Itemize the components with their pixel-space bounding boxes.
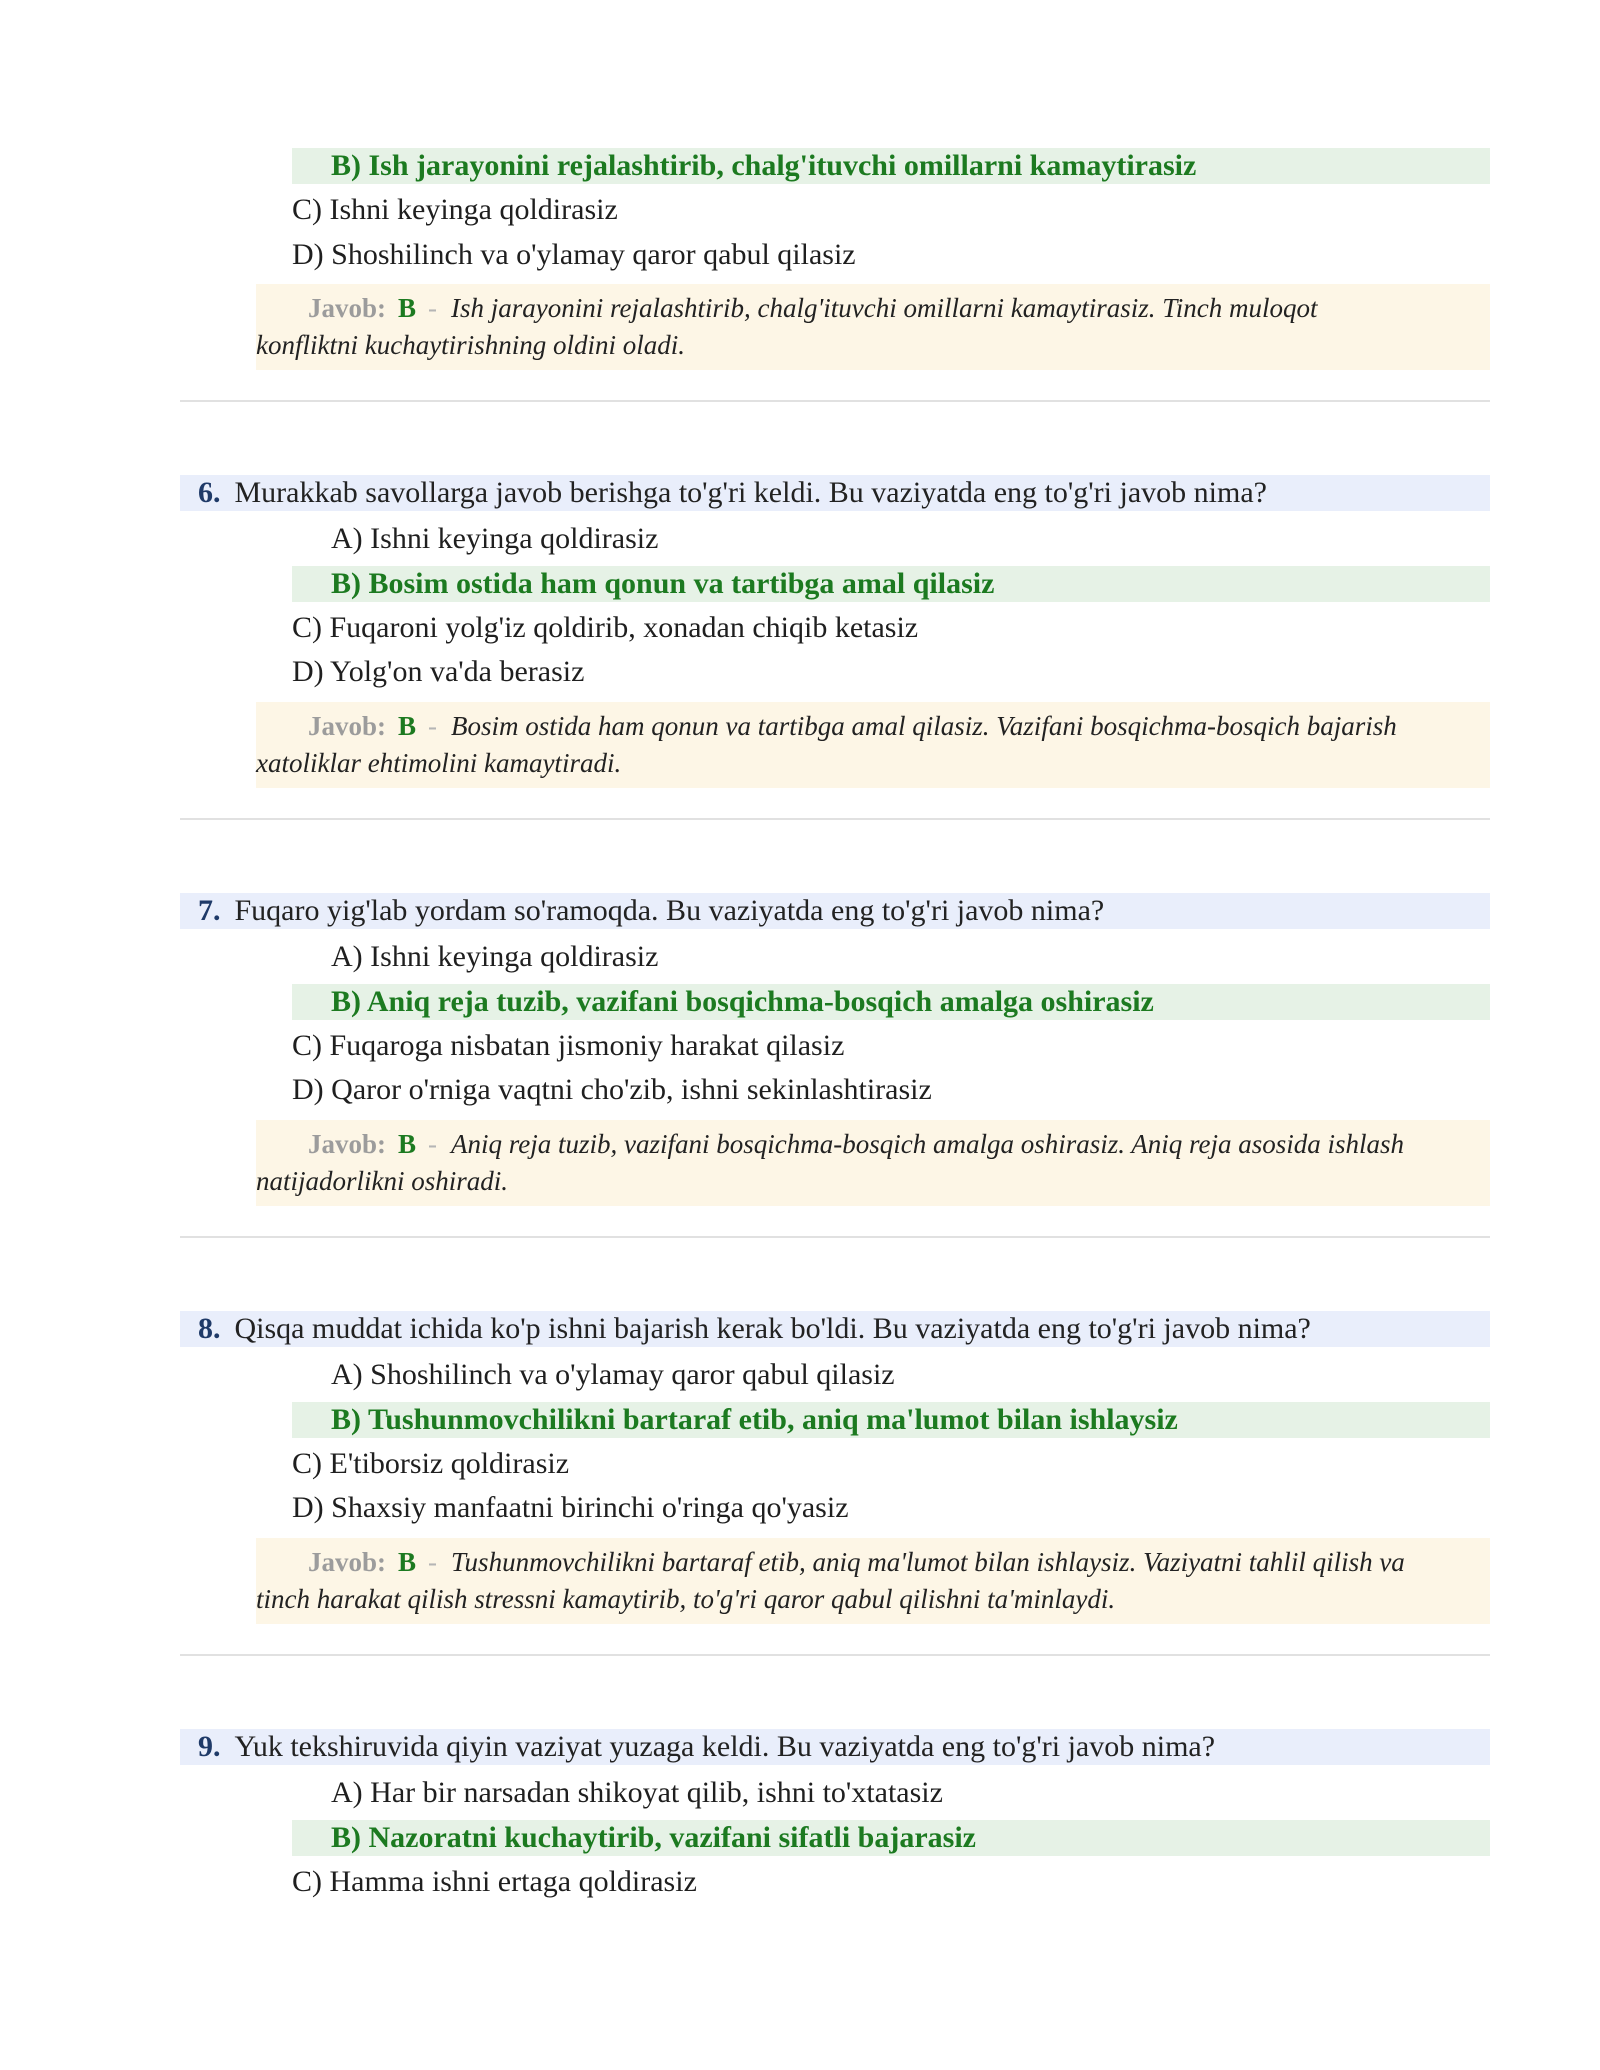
answer-explanation: Tushunmovchilikni bartaraf etib, aniq ma'lumot bilan ishlaysiz. Vaziyatni tahlil qilish va: [451, 1547, 1405, 1577]
option-correct: B) Tushunmovchilikni bartaraf etib, aniq ma'lumot bilan ishlaysiz: [292, 1402, 1490, 1438]
option: C) E'tiborsiz qoldirasiz: [292, 1447, 570, 1480]
option: D) Yolg'on va'da berasiz: [292, 655, 585, 688]
divider: [180, 400, 1490, 402]
answer-label: Javob:: [308, 293, 387, 323]
option-correct: B) Aniq reja tuzib, vazifani bosqichma-bosqich amalga oshirasiz: [292, 984, 1490, 1020]
answer-box: [256, 702, 1490, 788]
divider: [180, 818, 1490, 820]
question-text: Yuk tekshiruvida qiyin vaziyat yuzaga keldi. Bu vaziyatda eng to'g'ri javob nima?: [234, 1730, 1216, 1763]
option: A) Ishni keyinga qoldirasiz: [331, 940, 659, 973]
answer-box: [256, 1538, 1490, 1624]
answer-dash: -: [428, 1129, 438, 1159]
divider: [180, 1654, 1490, 1656]
answer-letter: B: [398, 293, 417, 323]
answer-explanation: Ish jarayonini rejalashtirib, chalg'ituvchi omillarni kamaytirasiz. Tinch muloqot: [451, 293, 1318, 323]
question-number: 6.: [198, 476, 221, 509]
option: A) Ishni keyinga qoldirasiz: [331, 522, 659, 555]
question-text: Fuqaro yig'lab yordam so'ramoqda. Bu vaziyatda eng to'g'ri javob nima?: [234, 894, 1105, 927]
answer-letter: B: [398, 1547, 417, 1577]
option-correct: B) Bosim ostida ham qonun va tartibga amal qilasiz: [292, 566, 1490, 602]
option-correct: B) Nazoratni kuchaytirib, vazifani sifatli bajarasiz: [292, 1820, 1490, 1856]
answer-box: [256, 284, 1490, 370]
option: D) Shaxsiy manfaatni birinchi o'ringa qo'yasiz: [292, 1491, 849, 1524]
question-number: 7.: [198, 894, 221, 927]
question-text: Murakkab savollarga javob berishga to'g'ri keldi. Bu vaziyatda eng to'g'ri javob nima?: [234, 476, 1267, 509]
answer-explanation-cont: xatoliklar ehtimolini kamaytiradi.: [256, 748, 622, 778]
question-header: [180, 893, 1490, 929]
answer-explanation: Aniq reja tuzib, vazifani bosqichma-bosqich amalga oshirasiz. Aniq reja asosida ishlash: [451, 1129, 1405, 1159]
answer-letter: B: [398, 1129, 417, 1159]
option: D) Qaror o'rniga vaqtni cho'zib, ishni sekinlashtirasiz: [292, 1073, 932, 1106]
option-correct: B) Ish jarayonini rejalashtirib, chalg'ituvchi omillarni kamaytirasiz: [292, 148, 1490, 184]
question-number: 9.: [198, 1730, 221, 1763]
answer-explanation-cont: konfliktni kuchaytirishning oldini oladi.: [256, 330, 685, 360]
answer-dash: -: [428, 711, 438, 741]
question-header: [180, 1729, 1490, 1765]
answer-label: Javob:: [308, 711, 387, 741]
answer-letter: B: [398, 711, 417, 741]
answer-explanation-cont: natijadorlikni oshiradi.: [256, 1166, 509, 1196]
divider: [180, 1236, 1490, 1238]
option: C) Fuqaroni yolg'iz qoldirib, xonadan chiqib ketasiz: [292, 611, 919, 644]
option: C) Hamma ishni ertaga qoldirasiz: [292, 1865, 697, 1898]
answer-label: Javob:: [308, 1129, 387, 1159]
answer-explanation-cont: tinch harakat qilish stressni kamaytirib, to'g'ri qaror qabul qilishni ta'minlaydi.: [256, 1584, 1116, 1614]
answer-label: Javob:: [308, 1547, 387, 1577]
answer-dash: -: [428, 293, 438, 323]
question-header: [180, 1311, 1490, 1347]
question-number: 8.: [198, 1312, 221, 1345]
answer-box: [256, 1120, 1490, 1206]
option: A) Shoshilinch va o'ylamay qaror qabul qilasiz: [331, 1358, 895, 1391]
option: C) Fuqaroga nisbatan jismoniy harakat qilasiz: [292, 1029, 845, 1062]
option: A) Har bir narsadan shikoyat qilib, ishni to'xtatasiz: [331, 1776, 943, 1809]
answer-explanation: Bosim ostida ham qonun va tartibga amal qilasiz. Vazifani bosqichma-bosqich bajarish: [451, 711, 1397, 741]
answer-dash: -: [428, 1547, 438, 1577]
question-header: [180, 475, 1490, 511]
option: C) Ishni keyinga qoldirasiz: [292, 193, 618, 226]
option: D) Shoshilinch va o'ylamay qaror qabul qilasiz: [292, 238, 856, 271]
question-text: Qisqa muddat ichida ko'p ishni bajarish kerak bo'ldi. Bu vaziyatda eng to'g'ri javob nima?: [234, 1312, 1311, 1345]
